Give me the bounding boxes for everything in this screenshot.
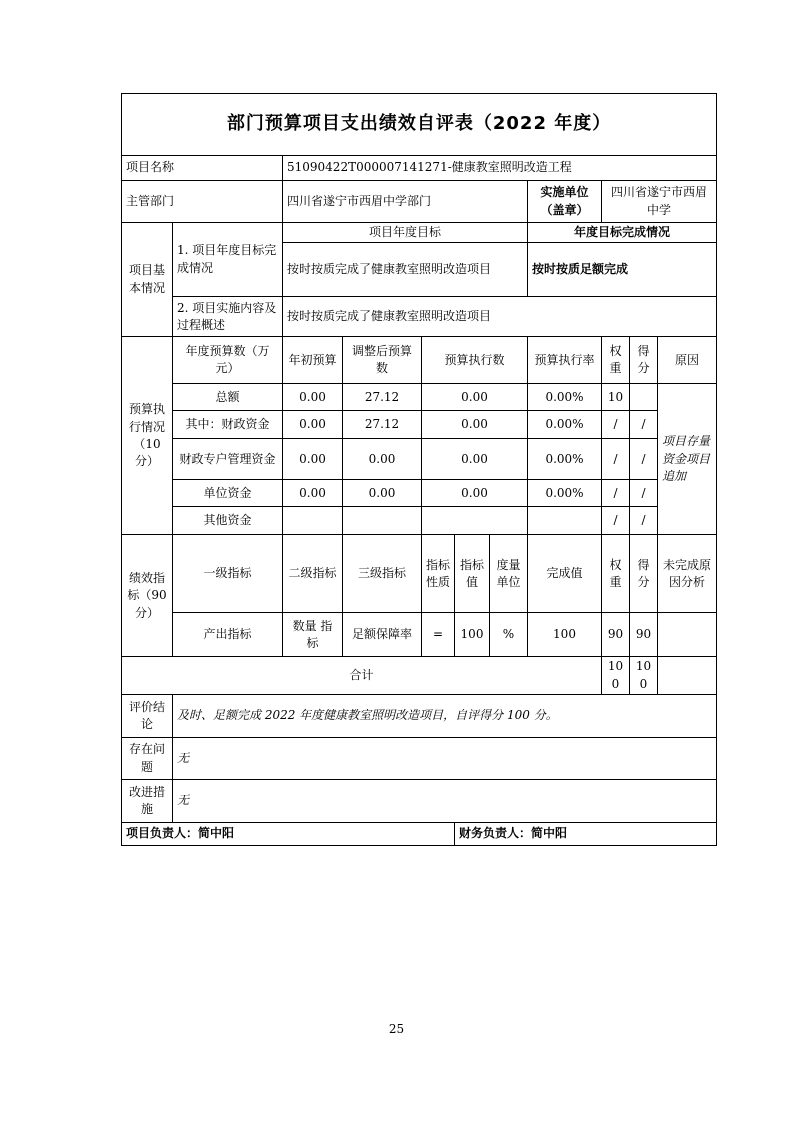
page-number: 25 [388,1022,405,1036]
budget-rate: 0.00% [528,480,602,507]
budget-initial: 0.00 [283,480,343,507]
problem-value: 无 [173,738,717,780]
project-name-label: 项目名称 [122,156,283,181]
impl-unit-value: 四川省遂宁市西眉中学 [602,181,717,223]
problem-label: 存在问题 [122,738,173,780]
budget-col-executed: 预算执行数 [422,337,528,384]
budget-adjusted: 27.12 [343,411,422,439]
budget-score: / [630,439,658,480]
budget-adjusted: 0.00 [343,480,422,507]
impl-unit-label: 实施单位（盖章） [528,181,602,223]
perf-l3: 足额保障率 [343,613,422,657]
basic-item2-value: 按时按质完成了健康教室照明改造项目 [283,297,717,337]
budget-section-label: 预算执行情况（10 分） [122,337,173,535]
budget-rate: 0.00% [528,411,602,439]
budget-col-weight: 权重 [602,337,630,384]
basic-item2-row [122,297,717,337]
perf-col-unit: 度量单位 [490,535,528,613]
budget-score [630,384,658,411]
budget-row-label: 总额 [173,384,283,411]
perf-total-weight: 100 [602,657,630,695]
budget-initial: 0.00 [283,384,343,411]
page-title: 部门预算项目支出绩效自评表（2022 年度） [122,94,717,156]
dept-value: 四川省遂宁市西眉中学部门 [283,181,528,223]
title-row [122,94,717,156]
perf-col-nature: 指标性质 [422,535,455,613]
budget-rate: 0.00% [528,439,602,480]
perf-l2: 数量 指标 [283,613,343,657]
perf-col-l2: 二级指标 [283,535,343,613]
budget-row-label: 单位资金 [173,480,283,507]
budget-col-score: 得分 [630,337,658,384]
signature-row [122,823,717,846]
budget-initial: 0.00 [283,411,343,439]
budget-adjusted: 27.12 [343,384,422,411]
perf-col-l3: 三级指标 [343,535,422,613]
perf-done: 100 [528,613,602,657]
budget-row-label: 财政专户管理资金 [173,439,283,480]
project-name-value: 51090422T000007141271-健康教室照明改造工程 [283,156,717,181]
annual-goal-value: 按时按质完成了健康教室照明改造项目 [283,243,528,297]
budget-weight: / [602,507,630,535]
budget-executed [422,507,528,535]
budget-weight: 10 [602,384,630,411]
perf-col-score: 得分 [630,535,658,613]
perf-total-row [122,657,717,695]
budget-row-unit [122,480,717,507]
perf-weight: 90 [602,613,630,657]
project-manager: 项目负责人：简中阳 [122,823,455,846]
budget-row-special [122,439,717,480]
improve-value: 无 [173,780,717,823]
perf-total-label: 合计 [122,657,602,695]
completion-value: 按时按质足额完成 [528,243,717,297]
budget-weight: / [602,411,630,439]
budget-col-rate: 预算执行率 [528,337,602,384]
basic-section-label: 项目基本情况 [122,223,173,337]
budget-initial [283,507,343,535]
budget-initial: 0.00 [283,439,343,480]
budget-weight: / [602,439,630,480]
budget-adjusted [343,507,422,535]
perf-unit: % [490,613,528,657]
perf-data-row [122,613,717,657]
budget-col-initial: 年初预算 [283,337,343,384]
eval-label: 评价结论 [122,695,173,738]
budget-executed: 0.00 [422,384,528,411]
budget-score: / [630,480,658,507]
budget-col-adjusted: 调整后预算数 [343,337,422,384]
improve-label: 改进措施 [122,780,173,823]
basic-item1-label: 1. 项目年度目标完成情况 [173,223,283,297]
perf-total-reason [658,657,717,695]
perf-score: 90 [630,613,658,657]
budget-score: / [630,411,658,439]
completion-header: 年度目标完成情况 [528,223,717,243]
budget-col-reason: 原因 [658,337,717,384]
evaluation-table [121,93,717,846]
perf-value: 100 [455,613,490,657]
perf-l1: 产出指标 [173,613,283,657]
perf-col-value: 指标值 [455,535,490,613]
perf-section-label: 绩效指标（90 分） [122,535,173,657]
perf-col-weight: 权重 [602,535,630,613]
department-row [122,181,717,223]
improve-row [122,780,717,823]
budget-score: / [630,507,658,535]
budget-executed: 0.00 [422,439,528,480]
dept-label: 主管部门 [122,181,283,223]
budget-weight: / [602,480,630,507]
budget-rate [528,507,602,535]
basic-header-row [122,223,717,243]
eval-conclusion-row [122,695,717,738]
finance-manager: 财务负责人：简中阳 [455,823,717,846]
eval-value: 及时、足额完成 2022 年度健康教室照明改造项目，自评得分 100 分。 [173,695,717,738]
budget-reason-value: 项目存量资金项目追加 [658,384,717,535]
perf-col-l1: 一级指标 [173,535,283,613]
perf-header-row [122,535,717,613]
budget-executed: 0.00 [422,411,528,439]
basic-item2-label: 2. 项目实施内容及过程概述 [173,297,283,337]
budget-header-row [122,337,717,384]
budget-adjusted: 0.00 [343,439,422,480]
project-name-row [122,156,717,181]
perf-reason [658,613,717,657]
budget-row-label: 其中：财政资金 [173,411,283,439]
budget-row-other [122,507,717,535]
budget-row-fiscal [122,411,717,439]
problem-row [122,738,717,780]
perf-total-score: 100 [630,657,658,695]
evaluation-form [121,93,716,846]
budget-col-budget: 年度预算数（万元） [173,337,283,384]
perf-col-reason: 未完成原因分析 [658,535,717,613]
budget-row-label: 其他资金 [173,507,283,535]
annual-goal-header: 项目年度目标 [283,223,528,243]
budget-rate: 0.00% [528,384,602,411]
budget-executed: 0.00 [422,480,528,507]
budget-row-total [122,384,717,411]
perf-nature: = [422,613,455,657]
perf-col-done: 完成值 [528,535,602,613]
